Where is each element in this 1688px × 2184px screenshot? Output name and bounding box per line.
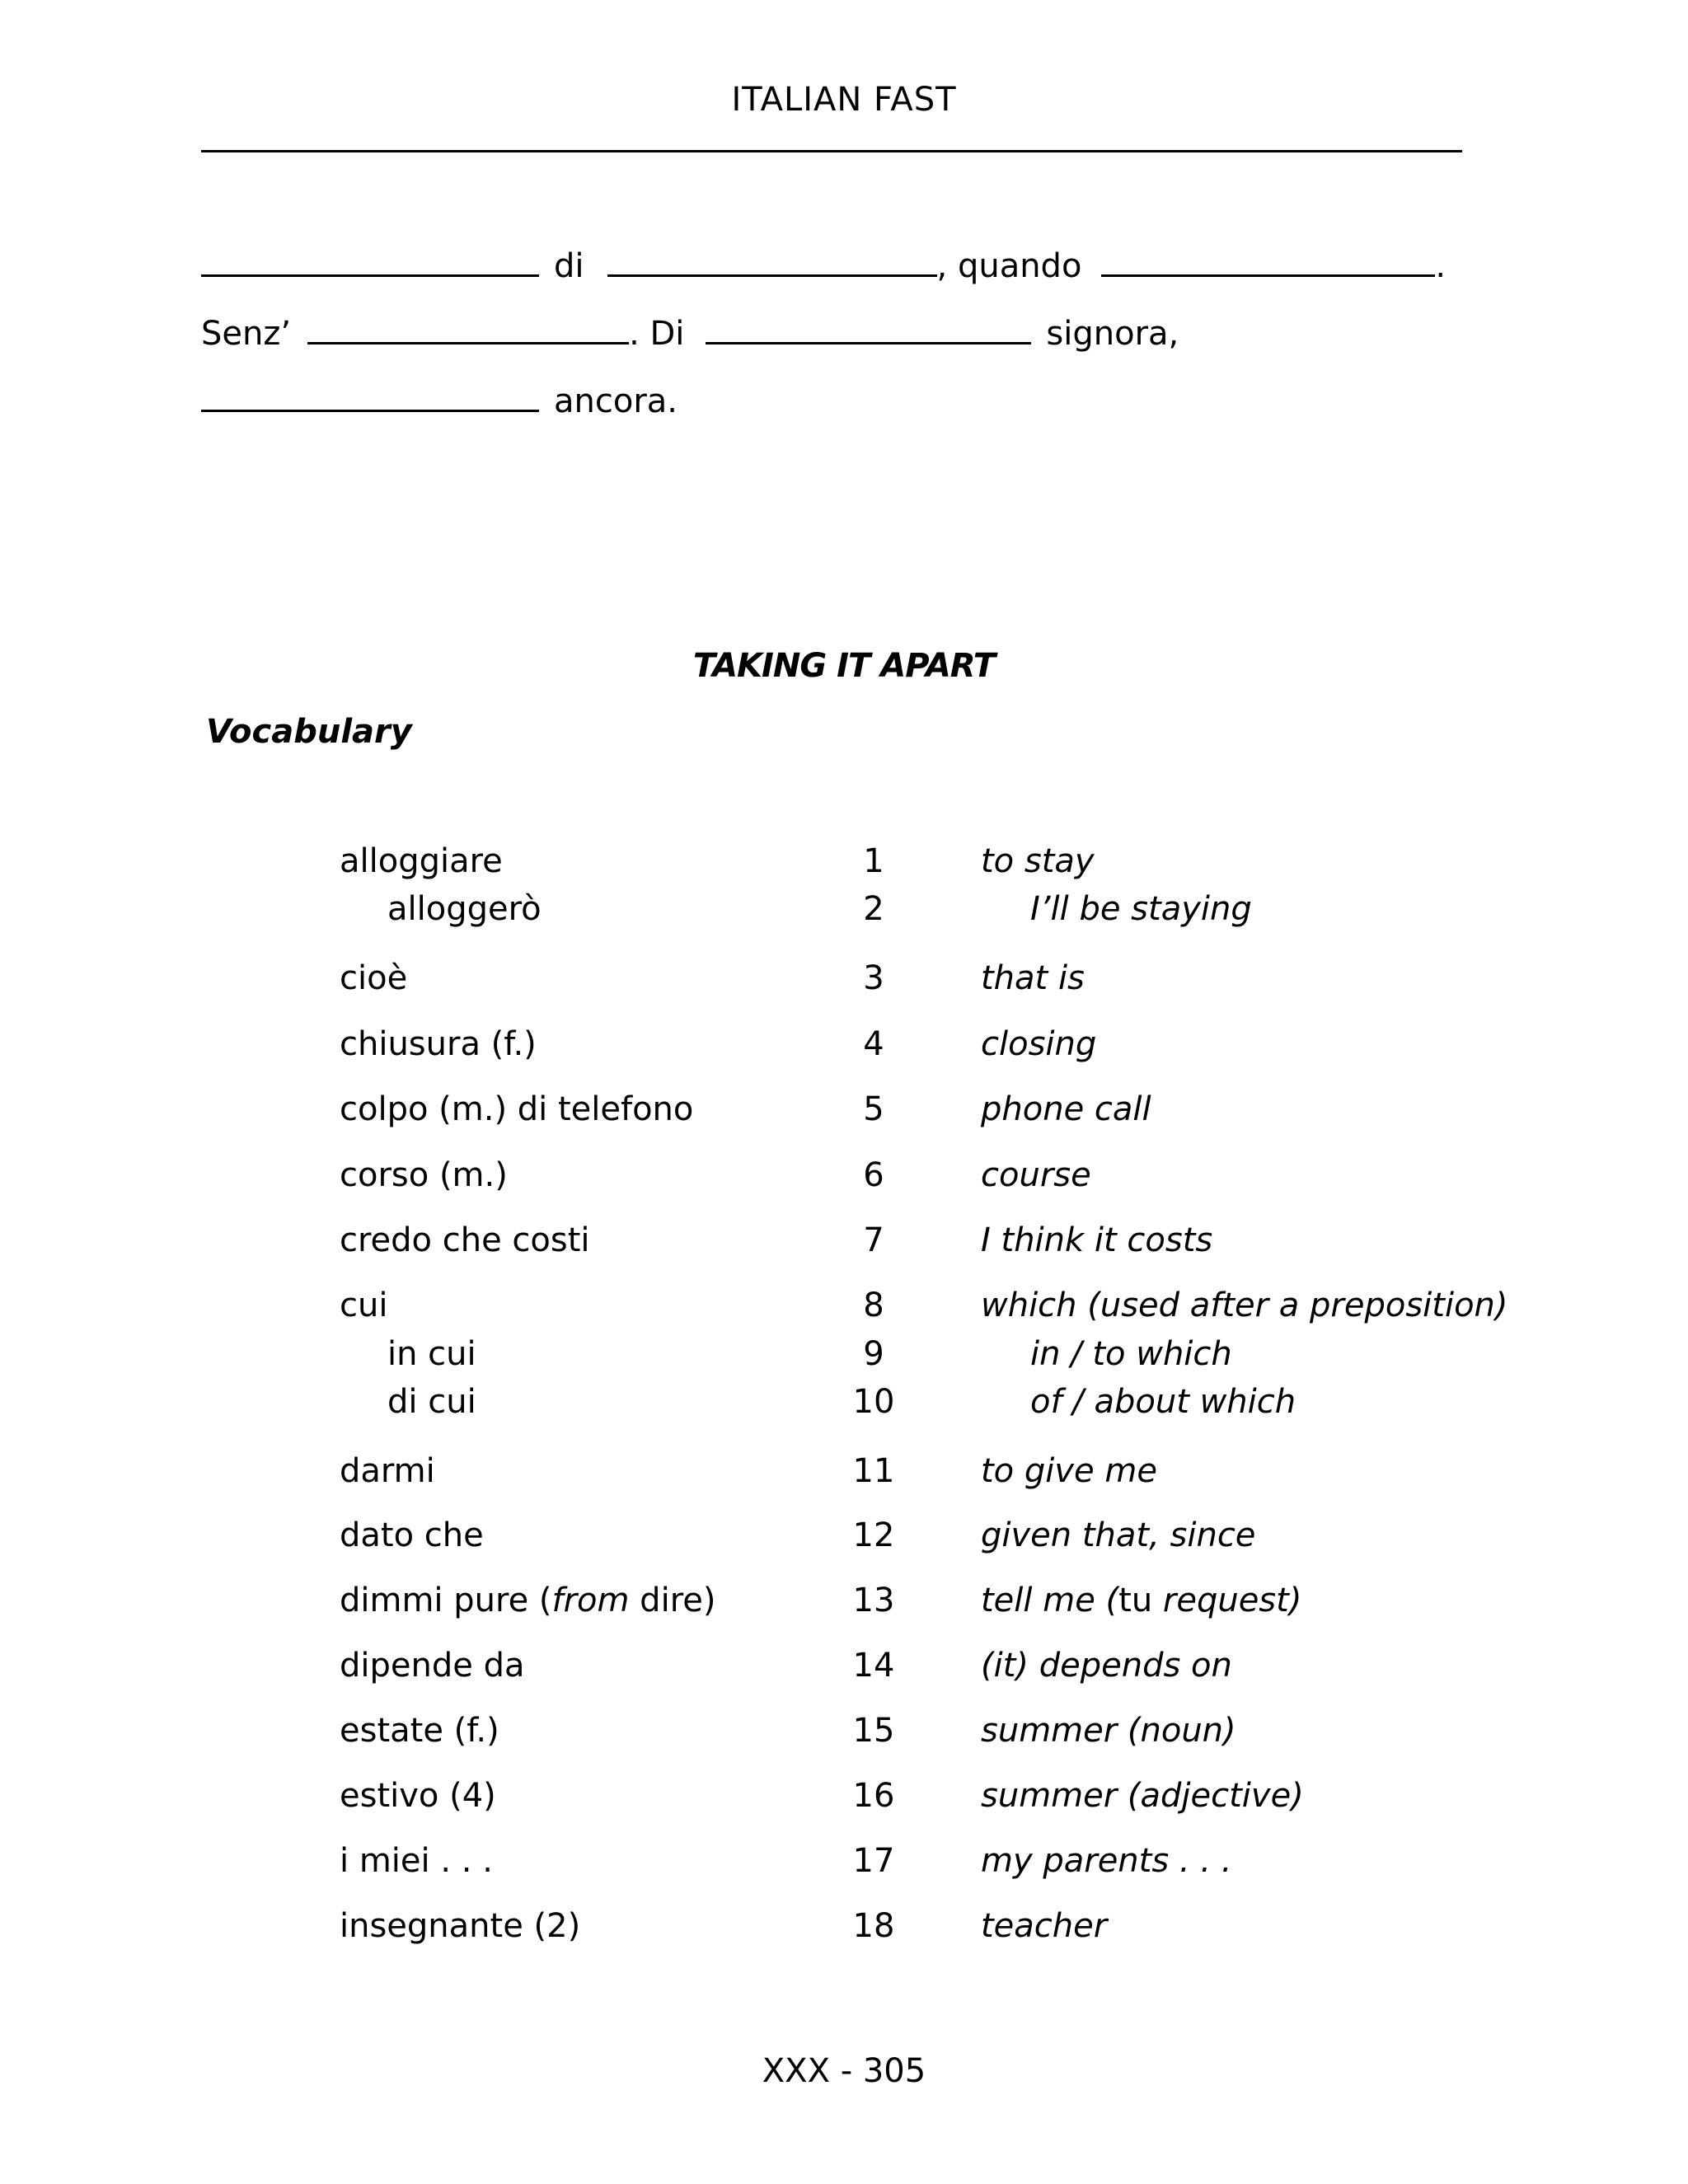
vocab-english: I’ll be staying (1030, 890, 1252, 928)
vocab-row (0, 1516, 1688, 1563)
vocab-english: summer (adjective) (981, 1777, 1304, 1815)
exercise-line-2 (201, 315, 1179, 353)
vocab-english: teacher (981, 1907, 1108, 1945)
vocab-row (0, 1156, 1688, 1202)
vocab-number: 18 (852, 1907, 895, 1945)
vocab-english: summer (noun) (981, 1712, 1236, 1750)
vocab-number: 16 (852, 1777, 895, 1815)
vocab-row (0, 1025, 1688, 1071)
vocab-italian-italic: from (551, 1582, 630, 1619)
vocab-row (0, 1647, 1688, 1693)
header-divider (201, 150, 1462, 152)
vocab-english: closing (981, 1025, 1097, 1063)
vocab-english: (it) depends on (981, 1647, 1232, 1685)
vocab-english: in / to which (1030, 1335, 1232, 1373)
vocab-english (981, 1582, 1301, 1619)
vocab-row (0, 1452, 1688, 1498)
vocab-italian: di cui (387, 1383, 476, 1421)
vocab-number: 3 (863, 959, 884, 997)
exercise-word-di-2: . Di (629, 315, 685, 353)
vocab-number: 8 (863, 1286, 884, 1324)
blank-3[interactable] (1101, 250, 1435, 277)
vocab-english: that is (981, 959, 1085, 997)
vocab-english: given that, since (981, 1516, 1256, 1554)
vocab-italian-part: dimmi pure ( (340, 1582, 552, 1619)
vocab-number: 12 (852, 1516, 895, 1554)
vocab-italian: estate (f.) (340, 1712, 499, 1750)
blank-2[interactable] (607, 250, 937, 277)
blank-6[interactable] (201, 385, 539, 412)
vocab-italian-part: dire) (629, 1582, 716, 1619)
vocab-number: 15 (852, 1712, 895, 1750)
blank-5[interactable] (706, 317, 1031, 344)
exercise-word-di: di (554, 247, 584, 285)
blank-1[interactable] (201, 250, 539, 277)
vocab-english: phone call (981, 1090, 1151, 1128)
vocab-number: 10 (852, 1383, 895, 1421)
vocab-italian: estivo (4) (340, 1777, 496, 1815)
vocab-italian: cioè (340, 959, 408, 997)
vocab-italian: chiusura (f.) (340, 1025, 537, 1063)
vocab-english: to stay (981, 842, 1095, 880)
vocab-number: 11 (852, 1452, 895, 1490)
vocab-number: 9 (863, 1335, 884, 1373)
vocab-italian: darmi (340, 1452, 435, 1490)
vocab-number: 14 (852, 1647, 895, 1685)
exercise-line-3 (201, 382, 678, 420)
vocab-row (0, 1712, 1688, 1758)
vocab-row (0, 959, 1688, 1005)
vocab-italian (340, 1582, 715, 1619)
vocab-row (0, 1221, 1688, 1268)
vocab-row (0, 1777, 1688, 1823)
vocab-number: 13 (852, 1582, 895, 1619)
vocab-row (0, 1286, 1688, 1333)
vocab-italian: alloggiare (340, 842, 503, 880)
subsection-title: Vocabulary (206, 713, 412, 751)
exercise-word-quando: , quando (936, 247, 1082, 285)
page-header-title: ITALIAN FAST (731, 81, 957, 119)
vocab-english: my parents . . . (981, 1842, 1232, 1880)
vocab-english: to give me (981, 1452, 1157, 1490)
exercise-word-senz: Senz’ (201, 315, 292, 353)
vocab-number: 17 (852, 1842, 895, 1880)
vocab-english-part: tell me ( (981, 1582, 1119, 1619)
blank-4[interactable] (307, 317, 629, 344)
vocab-english-part: request) (1152, 1582, 1302, 1619)
exercise-period: . (1435, 247, 1447, 285)
vocab-italian: dato che (340, 1516, 484, 1554)
vocab-number: 1 (863, 842, 884, 880)
vocab-row (0, 842, 1688, 888)
exercise-line-1 (201, 247, 1446, 285)
vocab-row (0, 1907, 1688, 1953)
vocab-english: of / about which (1030, 1383, 1296, 1421)
vocab-number: 5 (863, 1090, 884, 1128)
vocab-number: 2 (863, 890, 884, 928)
vocab-row (0, 1090, 1688, 1137)
vocab-row (0, 1335, 1688, 1381)
vocab-number: 7 (863, 1221, 884, 1259)
vocab-italian: credo che costi (340, 1221, 590, 1259)
exercise-word-ancora: ancora. (554, 382, 678, 420)
vocab-italian: in cui (387, 1335, 476, 1373)
vocab-italian: dipende da (340, 1647, 525, 1685)
vocab-italian: alloggerò (387, 890, 542, 928)
vocab-italian: insegnante (2) (340, 1907, 581, 1945)
vocab-italian: colpo (m.) di telefono (340, 1090, 694, 1128)
vocab-english: I think it costs (981, 1221, 1213, 1259)
vocab-english: course (981, 1156, 1091, 1194)
section-title: TAKING IT APART (692, 647, 996, 685)
exercise-word-signora: signora, (1046, 315, 1179, 353)
vocab-row (0, 890, 1688, 936)
vocab-row (0, 1383, 1688, 1429)
vocab-english: which (used after a preposition) (981, 1286, 1508, 1324)
vocab-english-roman: tu (1118, 1582, 1153, 1619)
vocab-row (0, 1582, 1688, 1628)
vocab-row (0, 1842, 1688, 1888)
vocab-number: 4 (863, 1025, 884, 1063)
vocab-number: 6 (863, 1156, 884, 1194)
vocab-italian: i miei . . . (340, 1842, 493, 1880)
page-number: XXX - 305 (762, 2052, 926, 2090)
vocab-italian: corso (m.) (340, 1156, 508, 1194)
vocab-italian: cui (340, 1286, 388, 1324)
